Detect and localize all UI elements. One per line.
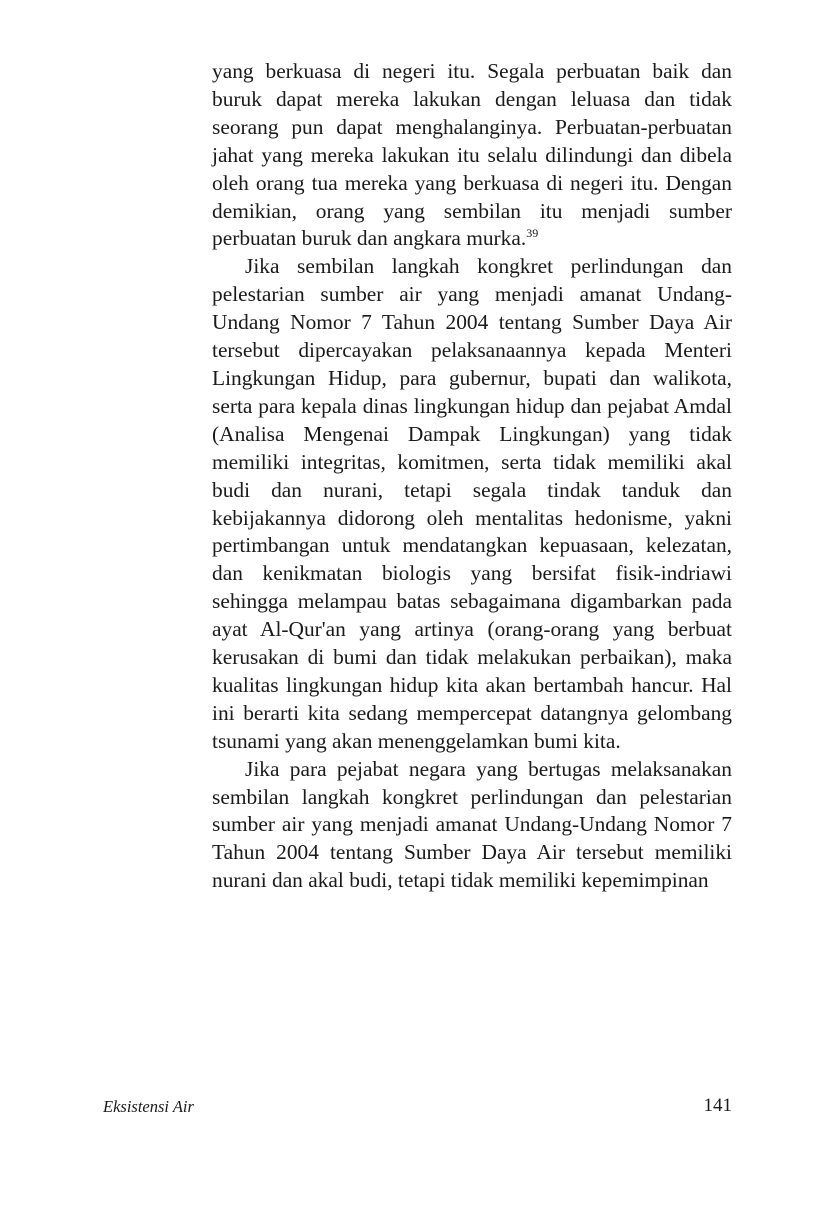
footnote-marker: 39: [526, 226, 539, 241]
paragraph-continuation: [212, 58, 732, 253]
paragraph-text: yang berkuasa di negeri itu. Segala perbuatan baik dan buruk dapat mereka lakukan dengan leluasa dan tidak seorang pun dapat menghalanginya. Perbuatan-perbuatan jahat yang mereka lakukan itu selalu dilindungi dan dibela oleh orang tua mereka yang berkuasa di negeri itu. Dengan demikian, orang yang sembilan itu menjadi sumber perbuatan buruk dan angkara murka.: [212, 59, 732, 251]
paragraph: Jika para pejabat negara yang bertugas melaksanakan sembilan langkah kongkret perlindungan dan pelestarian sumber air yang menjadi amanat Undang-Undang Nomor 7 Tahun 2004 tentang Sumber Daya Air tersebut memiliki nurani dan akal budi, tetapi tidak memiliki kepemimpinan: [212, 756, 732, 893]
page-number: 141: [703, 1095, 732, 1116]
running-footer-title: Eksistensi Air: [103, 1097, 194, 1116]
body-text: [212, 58, 732, 895]
paragraph: Jika sembilan langkah kongkret perlindungan dan pelestarian sumber air yang menjadi amanat Undang-Undang Nomor 7 Tahun 2004 tentang Sumber Daya Air tersebut dipercayakan pelaksanaannya kepada Menteri Lingkungan Hidup, para gubernur, bupati dan walikota, serta para kepala dinas lingkungan hidup dan pejabat Amdal (Analisa Mengenai Dampak Lingkungan) yang tidak memiliki integritas, komitmen, serta tidak memiliki akal budi dan nurani, tetapi segala tindak tanduk dan kebijakannya didorong oleh mentalitas hedonisme, yakni pertimbangan untuk mendatangkan kepuasaan, kelezatan, dan kenikmatan biologis yang bersifat fisik-indriawi sehingga melampau batas sebagaimana digambarkan pada ayat Al-Qur'an yang artinya (orang-orang yang berbuat kerusakan di bumi dan tidak melakukan perbaikan), maka kualitas lingkungan hidup kita akan bertambah hancur. Hal ini berarti kita sedang mempercepat datangnya gelombang tsunami yang akan menenggelamkan bumi kita.: [212, 254, 732, 753]
